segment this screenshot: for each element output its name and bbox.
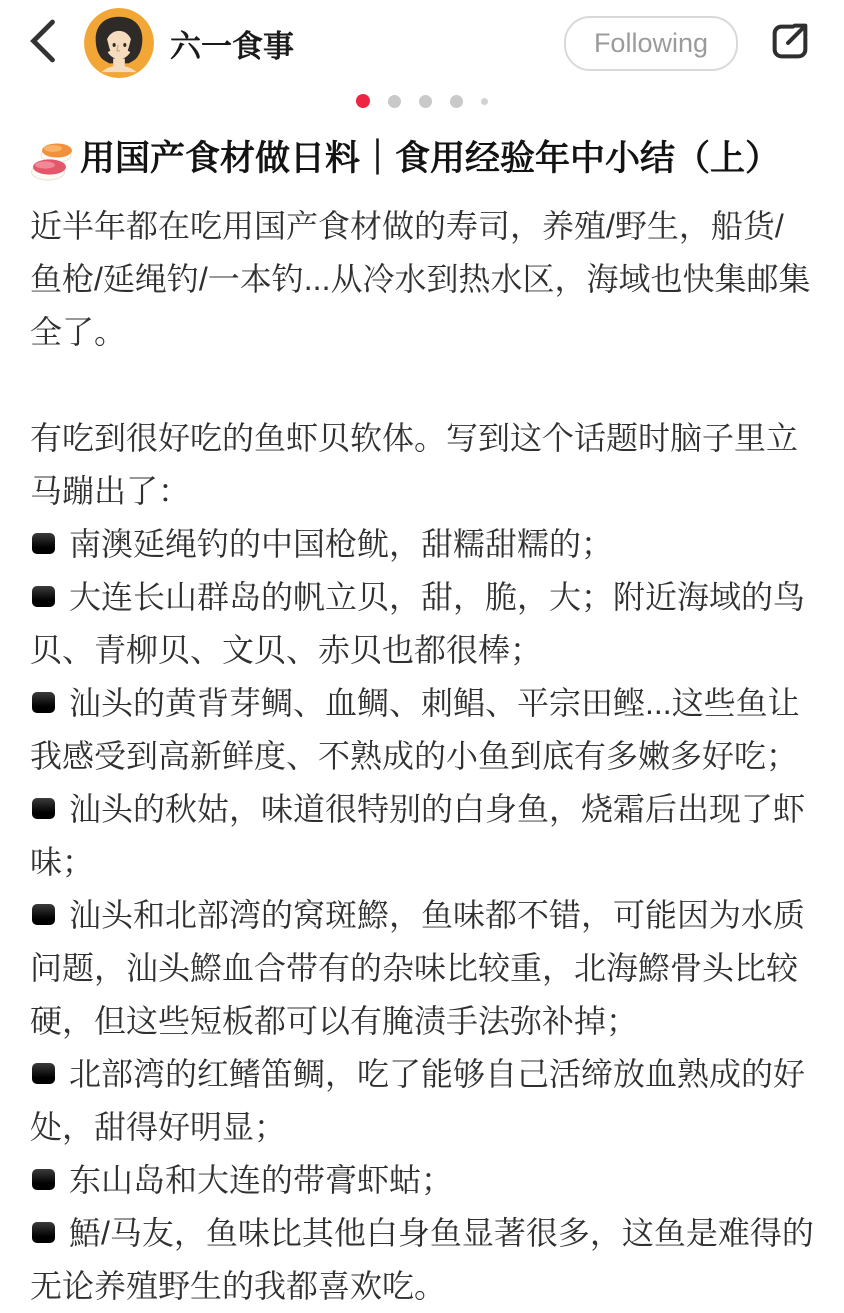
black-square-bullet-icon — [32, 533, 55, 554]
chevron-left-icon — [26, 18, 60, 69]
bullet-item: 大连长山群岛的帆立贝，甜，脆，大；附近海域的鸟贝、青柳贝、文贝、赤贝也都很棒； — [30, 579, 806, 668]
pagination-dot — [419, 95, 432, 108]
bullet-item: 东山岛和大连的带膏虾蛄； — [30, 1154, 814, 1207]
black-square-bullet-icon — [32, 1169, 55, 1190]
bullet-item: 北部湾的红鳍笛鲷，吃了能够自己活缔放血熟成的好处，甜得好明显； — [30, 1056, 806, 1145]
bullet-item: 汕头的黄背芽鲷、血鲷、刺鲳、平宗田鲣...这些鱼让我感受到高新鲜度、不熟成的小鱼到底有多嫩多好吃； — [30, 685, 800, 774]
pagination-dot — [388, 95, 401, 108]
share-button[interactable] — [766, 19, 814, 67]
top-bar — [0, 0, 844, 78]
bullet-item: 南澳延绳钓的中国枪鱿，甜糯甜糯的； — [30, 518, 814, 571]
post-article — [0, 116, 844, 1313]
black-square-bullet-icon — [32, 692, 55, 713]
paragraph: 有吃到很好吃的鱼虾贝软体。写到这个话题时脑子里立马蹦出了： — [30, 420, 799, 509]
post-title — [30, 134, 814, 184]
black-square-bullet-icon — [32, 1063, 55, 1084]
post-title-text: 用国产食材做日料｜食用经验年中小结（上） — [80, 139, 781, 178]
pagination-dot-active — [356, 94, 370, 108]
black-square-bullet-icon — [32, 1222, 55, 1243]
black-square-bullet-icon — [32, 586, 55, 607]
black-square-bullet-icon — [32, 904, 55, 925]
post-body — [30, 200, 814, 1313]
sushi-icon — [30, 140, 74, 182]
pagination-dots — [0, 86, 844, 116]
bullet-item: 鯃/马友，鱼味比其他白身鱼显著很多，这鱼是难得的无论养殖野生的我都喜欢吃。 — [30, 1215, 814, 1304]
black-square-bullet-icon — [32, 798, 55, 819]
following-button[interactable]: Following — [564, 16, 738, 71]
back-button[interactable] — [26, 17, 70, 69]
bullet-item: 汕头的秋姑，味道很特别的白身鱼，烧霜后出现了虾味； — [30, 791, 806, 880]
pagination-dot — [450, 95, 463, 108]
bullet-item: 汕头和北部湾的窝斑鰶，鱼味都不错，可能因为水质问题，汕头鰶血合带有的杂味比较重，北海鰶骨头比较硬，但这些短板都可以有腌渍手法弥补掉； — [30, 897, 806, 1039]
pagination-dot — [481, 98, 488, 105]
username[interactable]: 六一食事 — [170, 28, 294, 64]
avatar[interactable] — [84, 8, 154, 78]
share-export-icon — [767, 18, 813, 69]
paragraph: 近半年都在吃用国产食材做的寿司，养殖/野生，船货/鱼枪/延绳钓/一本钓...从冷水到热水区，海域也快集邮集全了。 — [30, 208, 811, 350]
